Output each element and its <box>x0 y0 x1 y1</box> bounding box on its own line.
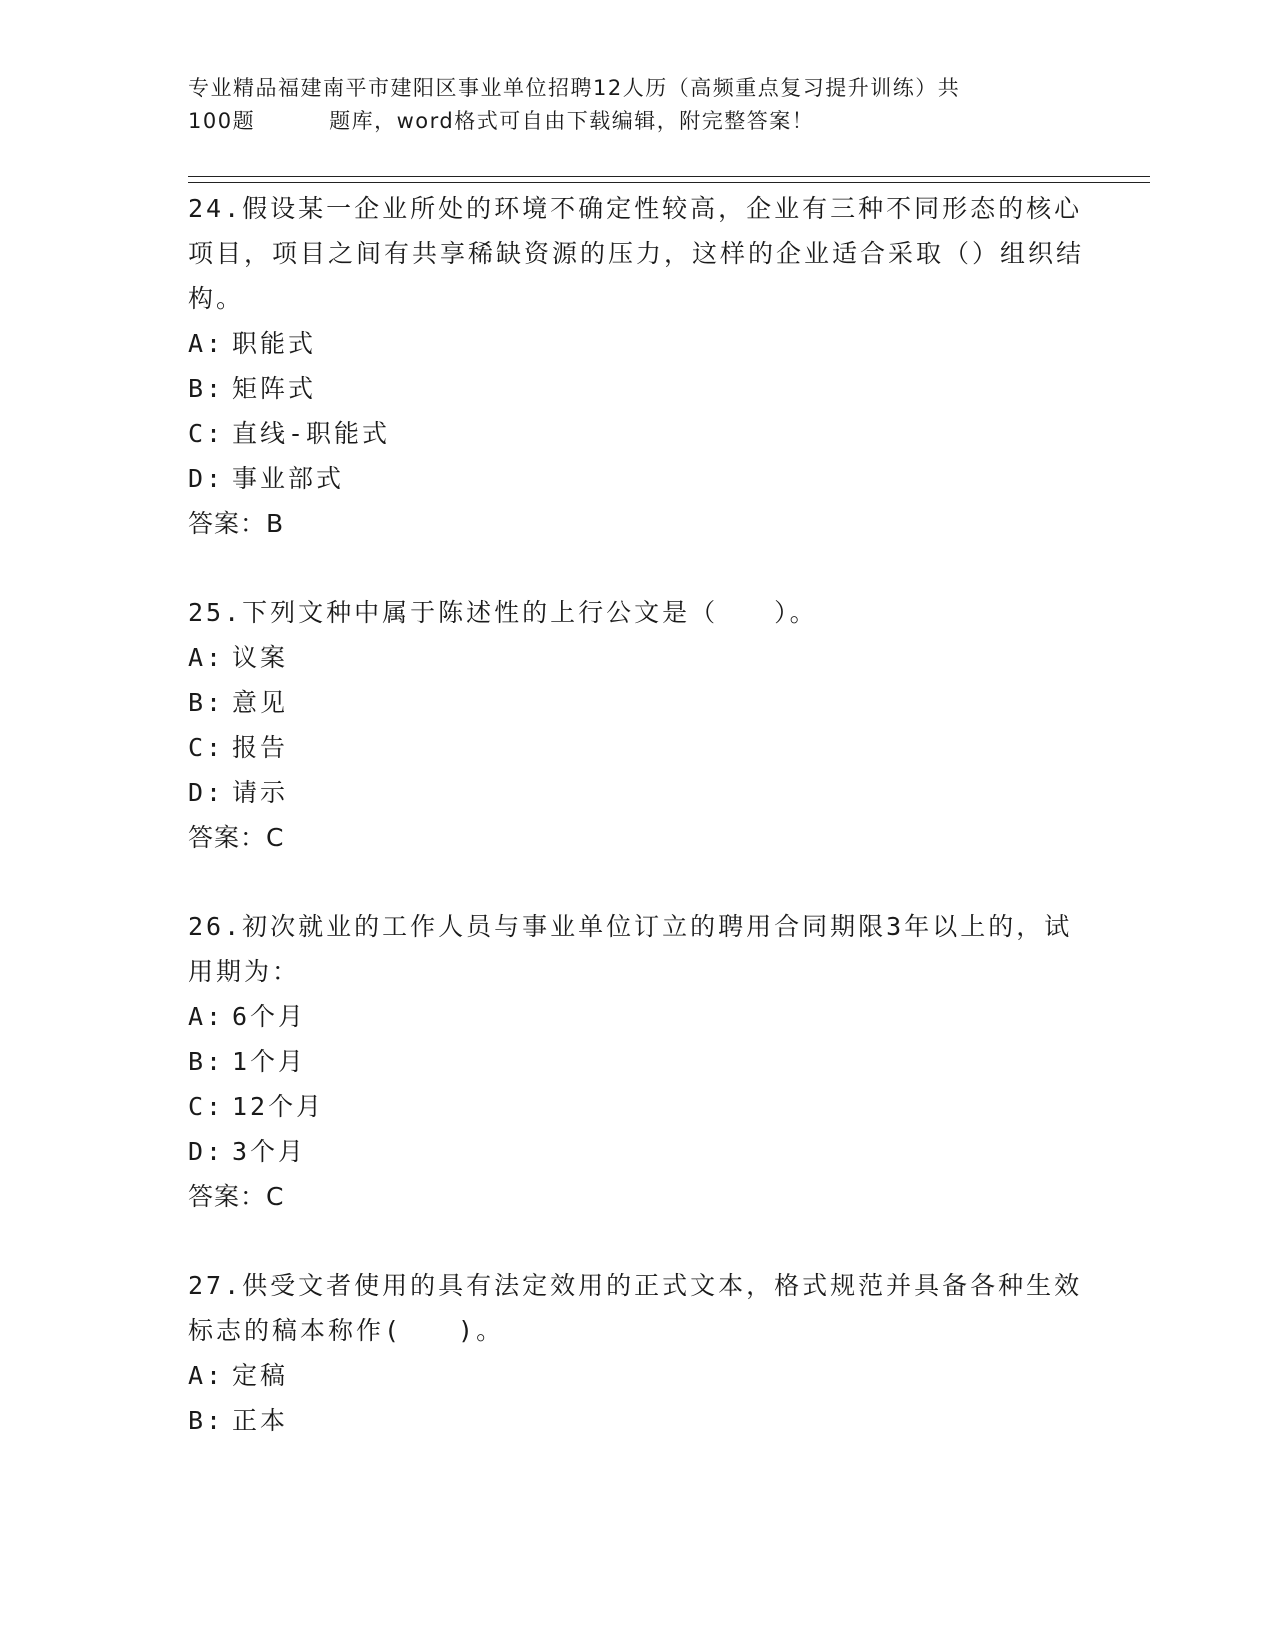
option-b: B: 1个月 <box>188 1047 307 1076</box>
header-question-count: 100题 <box>188 109 256 133</box>
option-b: B: 矩阵式 <box>188 374 317 403</box>
question-stem: 24.假设某一企业所处的环境不确定性较高，企业有三种不同形态的核心项目，项目之间有共享稀缺资源的压力，这样的企业适合采取（）组织结构。 <box>188 194 1085 313</box>
question-27 <box>188 1263 1088 1443</box>
option-c: C: 12个月 <box>188 1092 325 1121</box>
option-d: D: 请示 <box>188 778 289 807</box>
option-a: A: 定稿 <box>188 1361 289 1390</box>
document-header <box>188 72 1068 138</box>
question-25 <box>188 590 1088 860</box>
question-stem: 25.下列文种中属于陈述性的上行公文是（ ）。 <box>188 598 818 627</box>
answer-line: 答案：C <box>188 1182 285 1211</box>
header-title-line-2 <box>188 105 1068 138</box>
question-list <box>188 186 1088 1443</box>
header-description: 题库，word格式可自由下载编辑，附完整答案！ <box>329 109 815 133</box>
question-26 <box>188 904 1088 1219</box>
answer-line: 答案：C <box>188 823 285 852</box>
option-b: B: 意见 <box>188 688 289 717</box>
question-stem: 26.初次就业的工作人员与事业单位订立的聘用合同期限3年以上的，试用期为： <box>188 912 1073 986</box>
question-24 <box>188 186 1088 546</box>
option-a: A: 6个月 <box>188 1002 307 1031</box>
answer-line: 答案：B <box>188 509 285 538</box>
option-c: C: 直线-职能式 <box>188 419 391 448</box>
header-divider-bottom <box>188 182 1150 183</box>
option-c: C: 报告 <box>188 733 289 762</box>
option-b: B: 正本 <box>188 1406 289 1435</box>
header-title-line-1: 专业精品福建南平市建阳区事业单位招聘12人历（高频重点复习提升训练）共 <box>188 76 961 100</box>
option-d: D: 事业部式 <box>188 464 345 493</box>
option-a: A: 议案 <box>188 643 289 672</box>
option-a: A: 职能式 <box>188 329 317 358</box>
option-d: D: 3个月 <box>188 1137 307 1166</box>
question-stem: 27.供受文者使用的具有法定效用的正式文本，格式规范并具备各种生效标志的稿本称作( )。 <box>188 1271 1083 1345</box>
header-divider-top <box>188 176 1150 177</box>
